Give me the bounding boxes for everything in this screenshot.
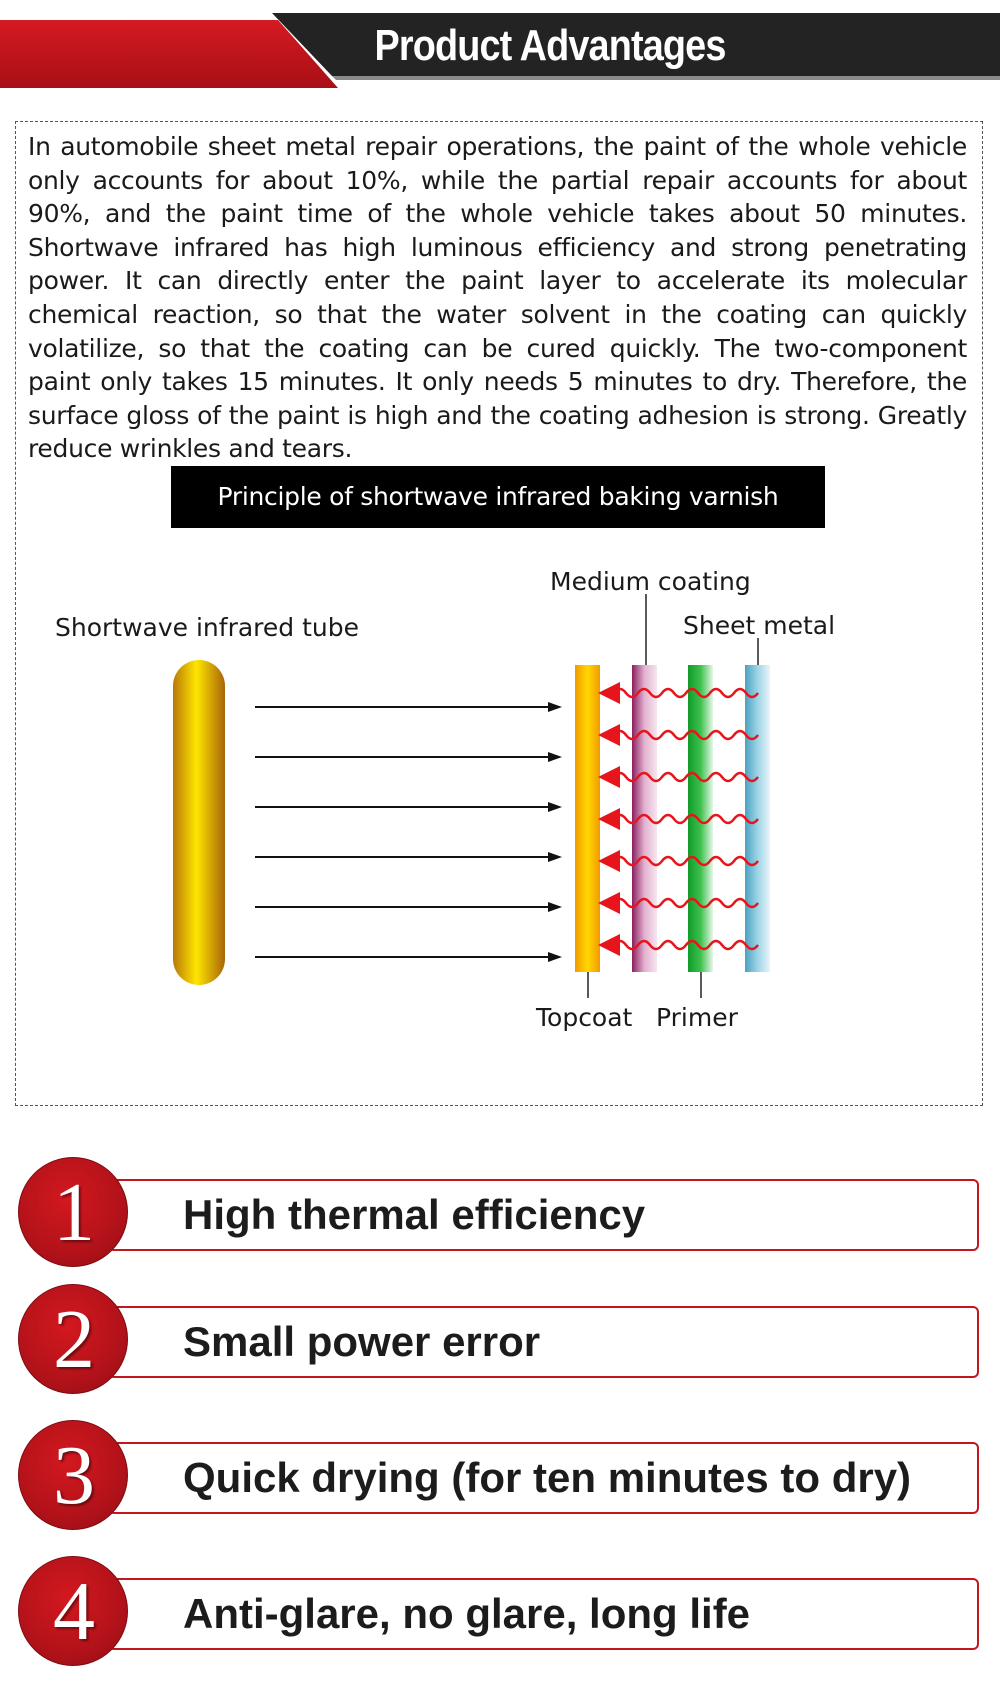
medium-coating-label: Medium coating <box>550 567 751 596</box>
advantage-label: High thermal efficiency <box>183 1191 646 1238</box>
number-badge <box>18 1284 128 1394</box>
return-arrowhead <box>598 934 620 956</box>
advantage-number: 4 <box>53 1565 95 1658</box>
sheet-metal-label: Sheet metal <box>683 611 836 640</box>
return-arrowhead <box>598 766 620 788</box>
ray-arrowhead <box>548 952 562 962</box>
principle-diagram <box>0 550 1000 1050</box>
banner-red-band <box>0 20 338 88</box>
advantage-item <box>18 1420 983 1530</box>
ray-arrowhead <box>548 752 562 762</box>
return-arrowhead <box>598 892 620 914</box>
return-arrowhead <box>598 808 620 830</box>
topcoat-label: Topcoat <box>536 1003 633 1032</box>
ray-arrowhead <box>548 902 562 912</box>
return-arrowhead <box>598 682 620 704</box>
advantage-label: Quick drying (for ten minutes to dry) <box>183 1454 912 1501</box>
diagram-heading: Principle of shortwave infrared baking varnish <box>171 466 825 528</box>
number-badge <box>18 1420 128 1530</box>
advantage-number: 1 <box>53 1166 95 1259</box>
infrared-tube-icon <box>173 660 225 985</box>
medium-coating-layer <box>632 665 657 972</box>
advantage-label: Small power error <box>183 1318 541 1365</box>
intro-paragraph: In automobile sheet metal repair operations, the paint of the whole vehicle only accounts for about 10%, while the partial repair accounts for about 90%, and the paint time of the whole vehicle takes about 50 minutes. Shortwave infrared has high luminous efficiency and strong penetrating power. It can directly enter the paint layer to accelerate its molecular chemical reaction, so that the water solvent in the coating can quickly volatilize, so that the coating can be cured quickly. The two-component paint only takes 15 minutes. It only needs 5 minutes to dry. Therefore, the surface gloss of the paint is high and the coating adhesion is strong. Greatly reduce wrinkles and tears. <box>28 132 967 464</box>
advantage-number: 3 <box>53 1429 95 1522</box>
advantage-label: Anti-glare, no glare, long life <box>183 1590 751 1637</box>
ray-arrowhead <box>548 802 562 812</box>
number-badge <box>18 1157 128 1267</box>
topcoat-layer <box>575 665 600 972</box>
sheet-metal-layer <box>745 665 770 972</box>
ray-arrowhead <box>548 852 562 862</box>
ray-arrowhead <box>548 702 562 712</box>
advantage-item <box>18 1284 983 1394</box>
advantage-item <box>18 1556 983 1666</box>
banner-shadow <box>332 76 1000 80</box>
header-banner <box>0 0 1000 100</box>
advantage-number: 2 <box>53 1293 95 1386</box>
infrared-rays <box>255 702 562 962</box>
tube-label: Shortwave infrared tube <box>55 613 359 642</box>
return-arrows <box>598 682 758 956</box>
primer-label: Primer <box>656 1003 738 1032</box>
return-arrowhead <box>598 724 620 746</box>
page-title: Product Advantages <box>374 21 726 70</box>
advantage-item <box>18 1157 983 1267</box>
return-arrowhead <box>598 850 620 872</box>
number-badge <box>18 1556 128 1666</box>
